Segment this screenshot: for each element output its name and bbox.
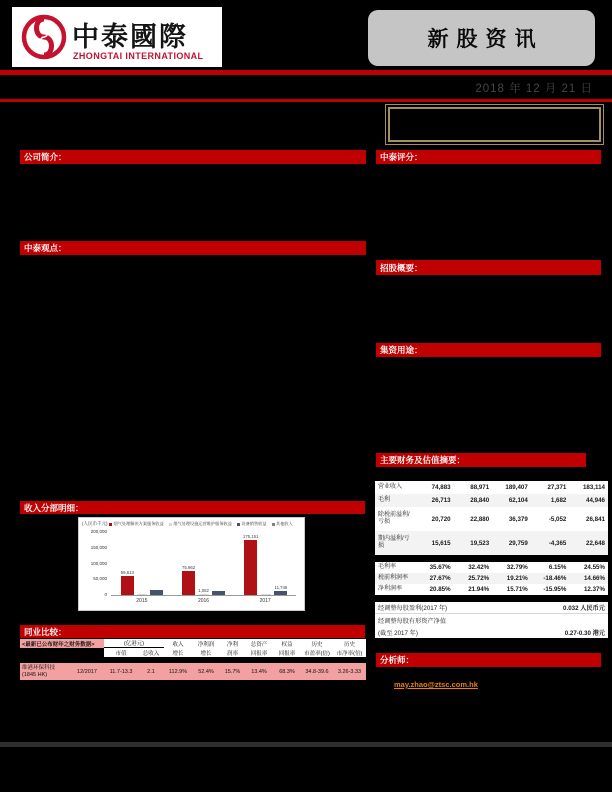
unit-header: (亿港元) [104, 638, 164, 648]
peer-header-row-1 [20, 638, 366, 648]
cell: 68.3% [273, 662, 301, 681]
legend-swatch [169, 523, 172, 526]
header-note: <最新已公布财年之财务数据> [20, 638, 104, 648]
brand-logo-box [12, 7, 222, 67]
legend-swatch [272, 523, 275, 526]
bar-wrapper [198, 532, 209, 595]
bar [182, 571, 195, 595]
bar-value-label: 11,745 [274, 585, 288, 591]
y-tick-label: 150,000 [90, 544, 107, 550]
cell: 0.032 人民币元 [563, 605, 605, 612]
col-subheader: 市值 [104, 648, 138, 658]
col-header: 收入 [164, 638, 192, 648]
bar [274, 591, 287, 595]
cell: 1,682 [550, 497, 567, 504]
col-header: 净利润 [192, 638, 220, 648]
header-rule [0, 70, 612, 75]
bar-wrapper [182, 532, 195, 595]
cell: 26,841 [586, 515, 605, 523]
cell: 6.15% [548, 564, 567, 571]
x-tick-label: 2015 [136, 598, 148, 604]
cell: 19.21% [506, 575, 528, 582]
col-header: 历史 [333, 638, 366, 648]
col-subheader: 回报率 [273, 648, 301, 658]
cell: 2.1 [138, 662, 164, 681]
table-row [375, 584, 608, 595]
x-tick-label: 2016 [197, 598, 210, 604]
col-subheader: 增长 [164, 648, 192, 658]
col-subheader: 总收入 [138, 648, 164, 658]
cell: 32.42% [468, 564, 490, 571]
section-view: 中泰观点： [20, 241, 366, 255]
bar-value-label: 75,962 [182, 565, 196, 571]
cell: 27.67% [429, 575, 451, 582]
zhongtai-logo-icon [20, 13, 68, 61]
peer-period: 12/2017 [70, 662, 104, 681]
row-label: 毛利率 [378, 564, 397, 570]
peer-header-row-2 [20, 648, 366, 658]
row-label: 税前利润率 [378, 575, 409, 581]
cell: -15.95% [543, 586, 567, 593]
cell: 24.55% [583, 564, 605, 571]
col-subheader: 回报率 [245, 648, 273, 658]
table-row [375, 507, 608, 531]
bar-wrapper [212, 532, 225, 595]
row-label: 营业收入 [378, 484, 403, 490]
section-rating: 中泰评分： [376, 150, 601, 164]
cell: 22,648 [586, 539, 605, 547]
row-label: 期内溢利/亏损 [378, 536, 410, 549]
cell: 52.4% [192, 662, 220, 681]
x-axis-line [111, 595, 296, 596]
per-share-block [375, 601, 608, 639]
brand-name-en: ZHONGTAI INTERNATIONAL [73, 51, 204, 61]
cell: 11.7-13.3 [104, 662, 138, 681]
row-label: 经调整每股盈利(2017 年) [378, 605, 448, 612]
table-row [375, 614, 608, 626]
y-tick-label: 100,000 [90, 560, 107, 566]
y-tick-label: 200,000 [90, 529, 107, 534]
cell: 21.94% [468, 586, 490, 593]
report-date: 2018 年 12 月 21 日 [475, 83, 593, 95]
bar-wrapper [274, 532, 287, 595]
chart-legend [109, 521, 293, 527]
revenue-chart [78, 517, 305, 611]
row-label: 经调整每股有形资产净值 [378, 617, 447, 625]
table-row [375, 573, 608, 584]
bar [244, 540, 257, 595]
bar-group [177, 532, 231, 595]
cell: 29,759 [508, 539, 528, 547]
cell: 26,713 [431, 497, 451, 504]
bar [121, 576, 134, 595]
cell: -4,365 [548, 539, 567, 547]
cell: 74,883 [431, 484, 451, 491]
legend-item: 其他收入 [272, 521, 293, 527]
col-subheader: 市盈率(倍) [301, 648, 333, 658]
cell: 28,840 [470, 497, 490, 504]
cell: 15.71% [506, 586, 528, 593]
x-tick-label: 2017 [259, 598, 271, 604]
bar-group [115, 532, 169, 595]
cell: 25.72% [468, 575, 490, 582]
section-proceeds: 集资用途： [376, 343, 601, 357]
cell: 20,720 [431, 515, 451, 523]
bar [150, 590, 163, 595]
col-subheader: 增长 [192, 648, 220, 658]
cell: 35.67% [429, 564, 451, 571]
legend-item: 烟气处理设施运营维护服务收益 [169, 521, 232, 527]
peer-company-ticker: (1845 HK) [22, 671, 48, 678]
bar [261, 594, 271, 595]
col-header: 权益 [273, 638, 301, 648]
row-label: 净利润率 [378, 586, 403, 592]
cell: 183,114 [582, 484, 605, 491]
table-row [375, 494, 608, 507]
legend-item: 烟气处理解决方案服务收益 [109, 521, 164, 527]
peer-comparison-table [20, 638, 366, 681]
cell: 13.4% [245, 662, 273, 681]
chart-unit-label: (人民币千元) [82, 521, 108, 526]
financials-table [375, 480, 608, 639]
cell: 36,379 [508, 515, 528, 523]
bar-wrapper [243, 532, 259, 595]
cell: 22,880 [470, 515, 490, 523]
section-peer-comparison: 同业比较： [20, 625, 365, 638]
col-header: 总资产 [245, 638, 273, 648]
col-subheader: 润率 [220, 648, 245, 658]
table-row [375, 626, 608, 638]
table-row [375, 562, 608, 573]
table-row [375, 481, 608, 494]
bar-wrapper [150, 532, 163, 595]
cell: 15.7% [220, 662, 245, 681]
cell: 44,946 [586, 497, 605, 504]
cell: 14.66% [583, 575, 605, 582]
peer-company-name: 维港环保科技 [22, 664, 56, 671]
row-label: 除税前溢利/亏损 [378, 512, 410, 525]
cell: 88,971 [470, 484, 490, 491]
cell: 112.9% [164, 662, 192, 681]
rating-frame [385, 104, 604, 145]
legend-swatch [109, 523, 112, 526]
bar-value-label: 1,052 [198, 588, 209, 593]
cell: 3.26-3.33 [333, 662, 366, 681]
report-type-label: 新股资讯 [427, 28, 544, 51]
cell: -18.46% [543, 575, 567, 582]
income-block [375, 480, 608, 556]
section-ipo-summary: 招股概要： [376, 260, 601, 275]
empty-cell [20, 648, 104, 658]
bar-wrapper [261, 532, 271, 595]
cell: -5,052 [548, 515, 567, 523]
cell: 189,407 [505, 484, 528, 491]
header-rule-2 [0, 99, 612, 102]
section-analyst: 分析师： [376, 653, 601, 667]
cell: 34.8-39.6 [301, 662, 333, 681]
bar-group [238, 532, 292, 595]
y-tick-label: 0 [104, 592, 107, 597]
bar [199, 594, 209, 595]
row-label: (截至 2017 年) [378, 629, 418, 637]
cell: 32.79% [506, 564, 528, 571]
section-company-profile: 公司简介： [20, 150, 366, 164]
peer-data-row [20, 662, 366, 681]
cell: 0.27-0.30 港元 [564, 629, 605, 637]
ratio-block [375, 561, 608, 596]
cell: 19,523 [470, 539, 490, 547]
section-financials: 主要财务及估值摘要： [376, 453, 586, 467]
bar-value-label: 59,613 [120, 570, 134, 576]
report-type-badge [368, 10, 595, 66]
peer-company-cell [20, 662, 70, 681]
bar [212, 591, 225, 595]
table-row [375, 602, 608, 614]
bar [137, 594, 147, 595]
row-label: 毛利 [378, 497, 391, 503]
cell: 27,371 [547, 484, 567, 491]
bar-wrapper [137, 532, 147, 595]
col-header: 净利 [220, 638, 245, 648]
y-tick-label: 50,000 [93, 576, 107, 582]
cell: 12.37% [583, 586, 605, 593]
section-revenue-breakdown: 收入分部明细： [20, 501, 365, 514]
bar-wrapper [121, 532, 134, 595]
analyst-email-link[interactable]: may.zhao@ztsc.com.hk [394, 680, 478, 689]
bar-value-label: 175,151 [242, 533, 259, 539]
legend-swatch [237, 523, 240, 526]
footer-divider [0, 742, 612, 747]
cell: 62,104 [508, 497, 528, 504]
brand-name-cn: 中泰國際 [72, 22, 188, 52]
rating-frame-inner [388, 107, 601, 142]
cell: 15,615 [431, 539, 451, 547]
cell: 20.85% [429, 586, 451, 593]
legend-item: 设备销售收益 [237, 521, 267, 527]
table-row [375, 531, 608, 555]
col-subheader: 市净率(倍) [333, 648, 366, 658]
col-header: 历史 [301, 638, 333, 648]
